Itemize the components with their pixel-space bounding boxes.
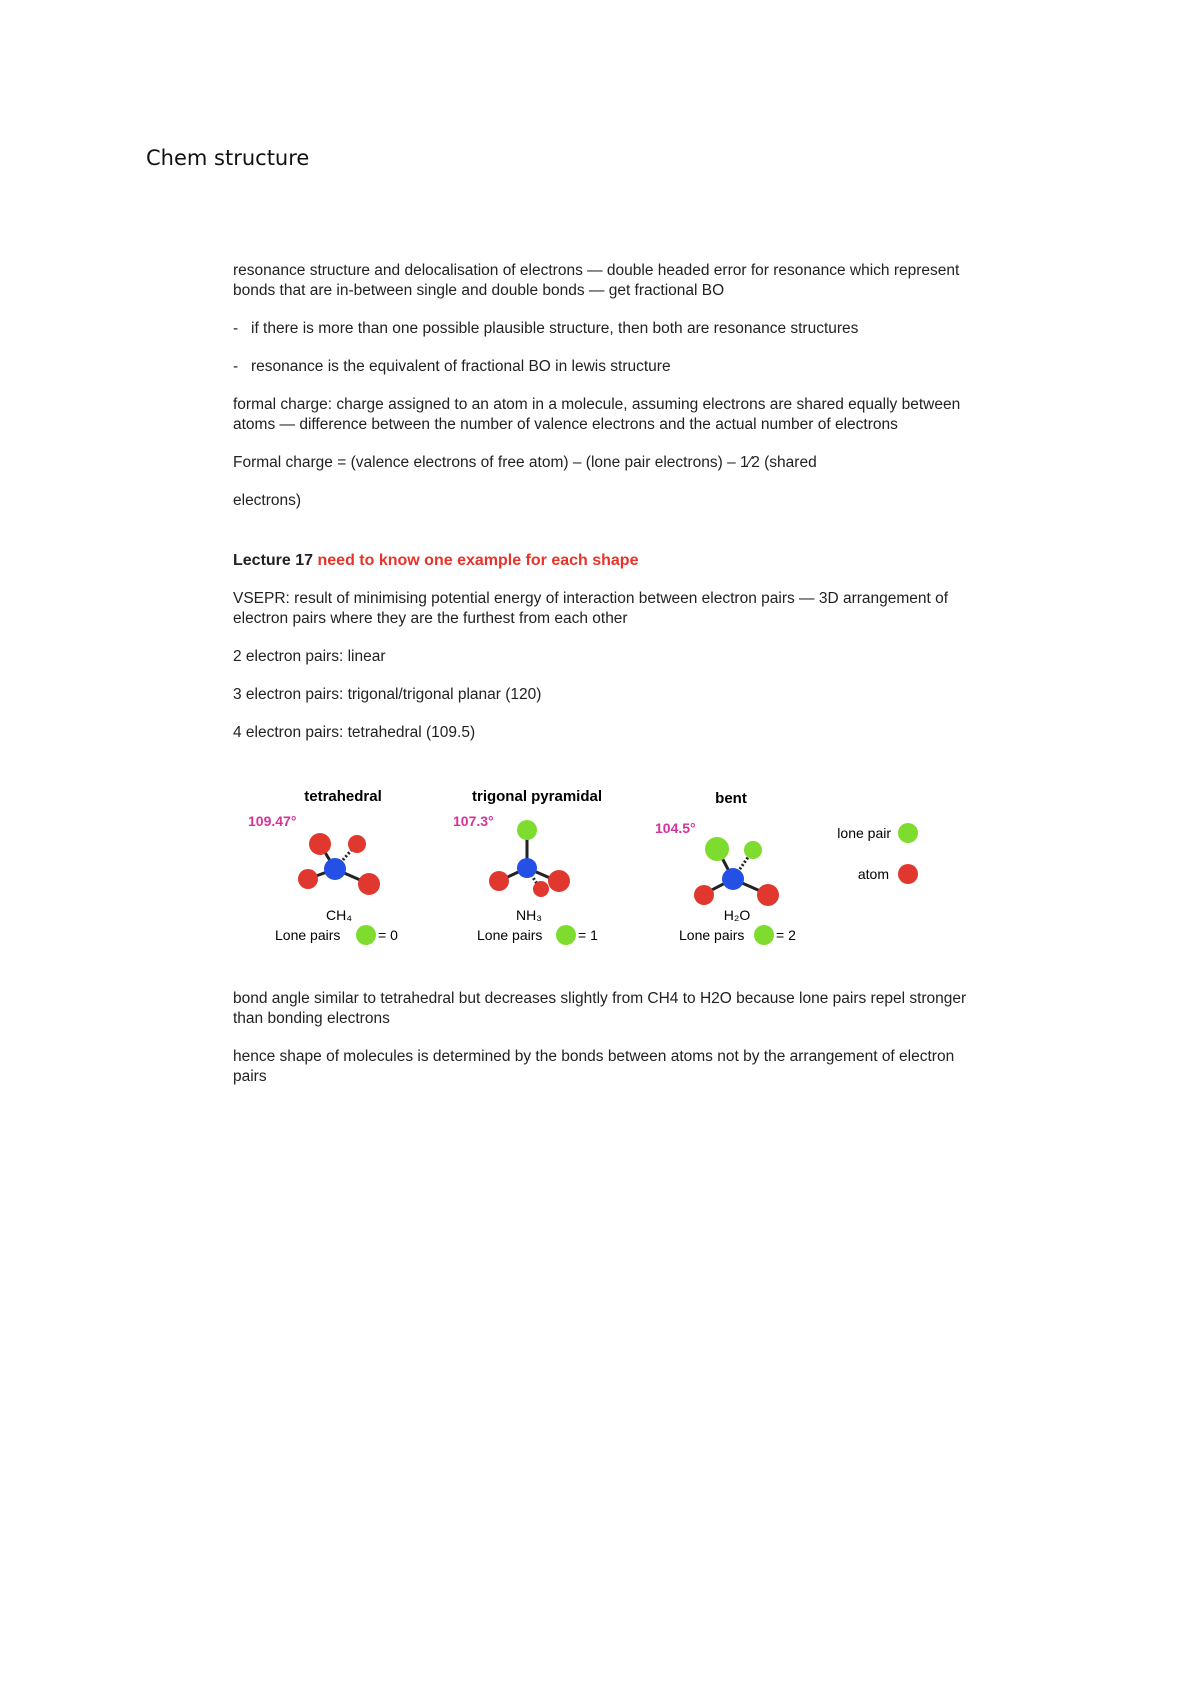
central-atom-icon <box>517 858 537 878</box>
bond-angle-paragraph: bond angle similar to tetrahedral but decreases slightly from CH4 to H2O because lone pairs repel stronger than bonding electrons <box>233 990 967 1027</box>
shape-label: tetrahedral <box>304 788 382 805</box>
figure-legend <box>837 823 918 884</box>
hence-paragraph: hence shape of molecules is determined by the bonds between atoms not by the arrangement of electron pairs <box>233 1048 955 1085</box>
shape-label: trigonal pyramidal <box>471 788 603 805</box>
lone-pair-icon <box>705 837 729 861</box>
lone-pairs-count: = 2 <box>776 927 796 943</box>
pairs-4-line: 4 electron pairs: tetrahedral (109.5) <box>233 724 476 741</box>
lone-pairs-label: Lone pairs <box>275 927 341 943</box>
bullet-item <box>233 319 973 339</box>
dash-bullet-icon: - <box>233 320 239 337</box>
lone-pairs-label: Lone pairs <box>679 927 745 943</box>
atom-icon <box>298 869 318 889</box>
angle-label: 107.3° <box>453 813 494 829</box>
angle-label: 104.5° <box>655 820 696 836</box>
lone-pairs-count: = 0 <box>378 927 398 943</box>
shape-label: bent <box>715 790 747 807</box>
lone-pairs-count: = 1 <box>578 927 598 943</box>
page-title: Chem structure <box>146 146 310 170</box>
formula-line-1: Formal charge = (valence electrons of free atom) – (lone pair electrons) – 1⁄2 (shared <box>233 454 817 471</box>
formula-label: NH₃ <box>516 907 542 923</box>
bullet-item <box>233 357 973 377</box>
atom-icon <box>533 881 549 897</box>
molecular-shapes-svg <box>231 773 971 963</box>
atom-icon <box>548 870 570 892</box>
legend-lone-pair-label: lone pair <box>837 825 891 841</box>
document-body <box>233 261 973 1105</box>
atom-icon <box>489 871 509 891</box>
vsepr-paragraph: VSEPR: result of minimising potential energy of interaction between electron pairs — 3D arrangement of electron pairs where they are the furthest from each other <box>233 590 949 627</box>
lone-pair-icon <box>356 925 376 945</box>
bullet-text: resonance is the equivalent of fractional BO in lewis structure <box>251 358 671 375</box>
lone-pairs-label: Lone pairs <box>477 927 543 943</box>
central-atom-icon <box>722 868 744 890</box>
tetrahedral-molecule <box>248 788 398 945</box>
resonance-paragraph: resonance structure and delocalisation of electrons — double headed error for resonance which represent bonds that are in-between single and double bonds — get fractional BO <box>233 262 960 299</box>
lone-pair-icon <box>556 925 576 945</box>
atom-icon <box>757 884 779 906</box>
bullet-text: if there is more than one possible plausible structure, then both are resonance structures <box>251 320 859 337</box>
molecular-shapes-figure <box>231 773 971 963</box>
pairs-2-line: 2 electron pairs: linear <box>233 648 386 665</box>
atom-icon <box>309 833 331 855</box>
angle-label: 109.47° <box>248 813 297 829</box>
atom-icon <box>348 835 366 853</box>
lone-pair-icon <box>517 820 537 840</box>
atom-icon <box>694 885 714 905</box>
lecture-label: Lecture 17 <box>233 552 314 569</box>
formal-charge-paragraph: formal charge: charge assigned to an atom in a molecule, assuming electrons are shared equally between atoms — difference between the number of valence electrons and the actual number of electrons <box>233 396 961 433</box>
lone-pair-icon <box>744 841 762 859</box>
lecture-note: need to know one example for each shape <box>317 552 639 569</box>
formula-label: CH₄ <box>326 907 352 923</box>
lone-pair-icon <box>898 823 918 843</box>
formula-label: H₂O <box>723 907 751 923</box>
pairs-3-line: 3 electron pairs: trigonal/trigonal planar (120) <box>233 686 542 703</box>
bent-molecule <box>655 790 796 945</box>
dash-bullet-icon: - <box>233 358 239 375</box>
formula-line-2: electrons) <box>233 492 302 509</box>
atom-icon <box>358 873 380 895</box>
lecture-heading <box>233 551 973 571</box>
trigonal-pyramidal-molecule <box>453 788 602 945</box>
legend-atom-label: atom <box>857 866 889 882</box>
lone-pair-icon <box>754 925 774 945</box>
central-atom-icon <box>324 858 346 880</box>
atom-icon <box>898 864 918 884</box>
